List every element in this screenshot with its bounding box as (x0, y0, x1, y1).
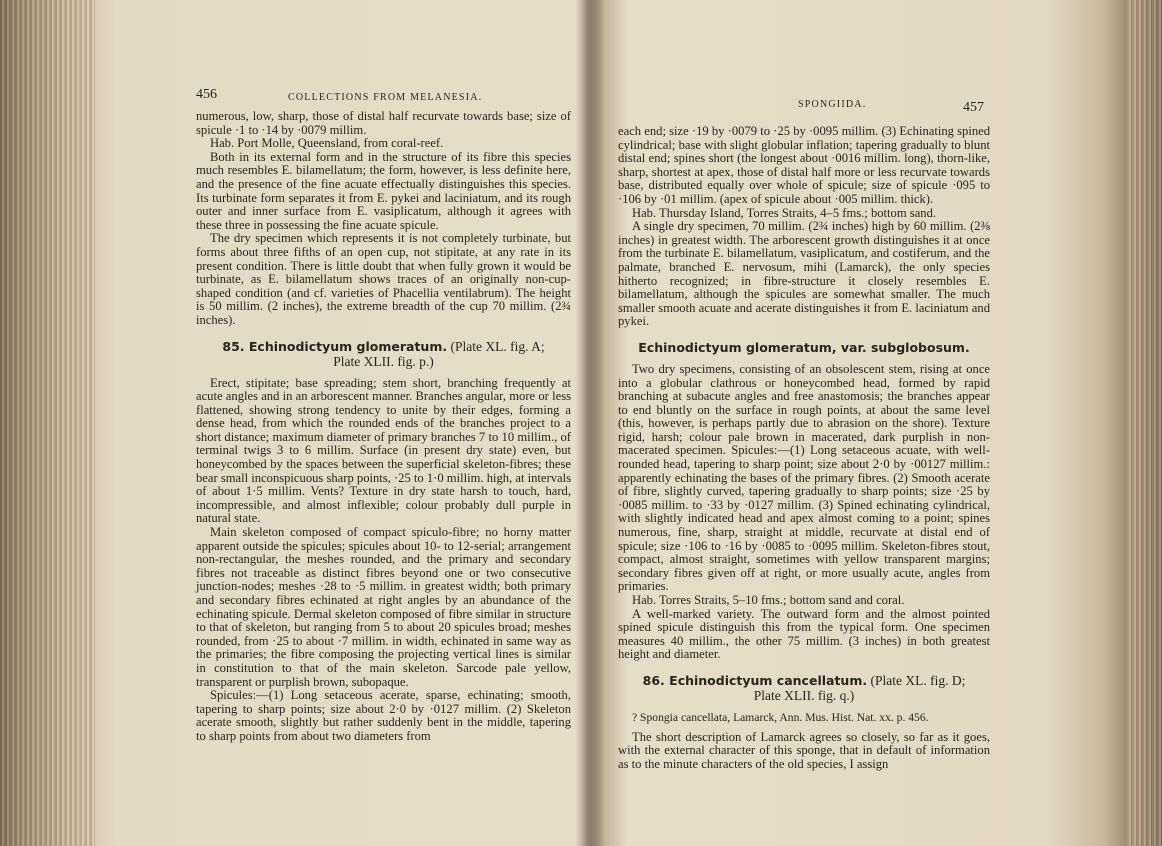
paragraph: Erect, stipitate; base spreading; stem short, branching frequently at acute angles and in an arborescent manner. Branches angular, more or less flattened, showing strong tendency to unite by their edges, forming a dense head, from which the rounded ends of the branches project to a short distance; maximum diameter of primary branches 7 to 10 millim., of terminal twigs 3 to 6 millim. Surface (in present dry state) even, but honeycombed by the spaces between the superficial skeleton-fibres; these bear small inconspicuous sharp points, ·25 to 1·0 millim. high, at intervals of about 1·5 millim. Vents? Texture in dry state harsh to touch, hard, incompressible, and almost inflexible; colour probably dull purple in natural state. (196, 375, 571, 526)
page-number-left: 456 (196, 87, 217, 102)
plate-reference: (Plate XL. fig. D; (870, 672, 966, 688)
paragraph: The short description of Lamarck agrees so closely, so far as it goes, with the external character of this sponge, that in default of information as to the minute characters of the old species, I assign (618, 729, 990, 771)
paragraph: Two dry specimens, consisting of an obsolescent stem, rising at once into a globular clathrous or honeycombed head, formed by rapid branching at subacute angles and free anastomosis; the branches appear to end bluntly on the surface in rough points, at about the same level (this, however, is perhaps partly due to abrasion on the shore). Texture rigid, harsh; colour pale brown in macerated, dark purplish in non-macerated specimen. Spicules:—(1) Long setaceous acuate, with well-rounded head, tapering to sharp point; size about 2·0 by ·00127 millim.: apparently echinating the bases of the primary fibres. (2) Smooth acerate of fibre, slightly curved, tapering gradually to sharp points; size ·25 by ·0085 millim. to ·33 by ·0127 millim. (3) Spined echinating cylindrical, with slightly indicated head and apex almost coming to a point; spines numerous, fine, sharp, straight at middle, recurvate at distal end of spicule; size ·106 to ·16 by ·0085 to ·0095 millim. Skeleton-fibres stout, compact, almost straight, sometimes with yellow transparent margins; secondary fibres given off at right, or more usually acute, angles from primaries. (618, 361, 990, 594)
plate-reference: Plate XLII. fig. p.) (333, 353, 434, 369)
running-head-left: COLLECTIONS FROM MELANESIA. (288, 92, 483, 103)
plate-reference: Plate XLII. fig. q.) (753, 687, 855, 703)
left-page-body (196, 110, 571, 744)
page-number-right: 457 (963, 100, 984, 115)
paragraph: A single dry specimen, 70 millim. (2¾ inches) high by 60 millim. (2⅜ inches) in greatest width. The arborescent growth distinguishes it at once from the turbinate E. bilamellatum, vasiplicatum, and costiferum, and the palmate, branched E. nervosum, mihi (Lamarck), the only species hitherto recognized; in fibre-structure it closely resembles E. bilamellatum, although the spicules are somewhat smaller. The much smaller smooth acuate and acerate distinguishes it from E. laciniatum and pykei. (618, 219, 990, 329)
right-page-body (618, 125, 990, 771)
right-page-edges (1127, 0, 1162, 846)
section-heading-variety (618, 340, 990, 355)
section-heading-85 (196, 339, 571, 369)
synonym-line: ? Spongia cancellata, Lamarck, Ann. Mus. Hist. Nat. xx. p. 456. (632, 710, 929, 724)
habitat-line: Hab. Port Molle, Queensland, from coral-reef. (210, 136, 444, 151)
paragraph: The dry specimen which represents it is not completely turbinate, but forms about three fifths of an open cup, not stipitate, at any rate in its present condition. There is little doubt that when fully grown it would be turbinate, as E. bilamellatum shows traces of an originally non-cup-shaped condition (and cf. varieties of Phacellia ventilabrum). The height is 50 millim. (2 inches), the extreme breadth of the cup 70 millim. (2¾ inches). (196, 231, 571, 327)
paragraph: each end; size ·19 by ·0079 to ·25 by ·0095 millim. (3) Echinating spined cylindrical; base with slight globular inflation; tapering gradually to blunt distal end; spines short (the longest about ·0016 millim. long), thorn-like, sharp, shortest at apex, those of distal half more or less recurvate towards base, distributed equally over whole of spicule; size of spicule ·095 to ·106 by ·01 millim. (apex of spicule about ·005 millim. thick). (618, 124, 990, 206)
section-title: Echinodictyum glomeratum, var. subglobosum. (638, 339, 970, 355)
section-title: 85. Echinodictyum glomeratum. (222, 338, 448, 354)
running-head-right: SPONGIIDA. (798, 99, 867, 110)
paragraph: Main skeleton composed of compact spiculo-fibre; no horny matter apparent outside the spicules; spicules about 10- to 12-serial; arrangement non-rectangular, the meshes rounded, and the primary and secondary fibres not traceable as distinct fibres beyond one or two consecutive junction-nodes; meshes ·28 to ·5 millim. in greatest width; both primary and secondary fibres echinated at right angles by an abundance of the echinating spicule. Dermal skeleton composed of fibre similar in structure to that of skeleton, but ranging from 5 to about 20 spicules broad; meshes rounded, from ·25 to about ·7 millim. in width, echinated in same way as the primaries; the fibre composing the projecting vertical lines is similar in constitution to that of the main skeleton. Sarcode pale yellow, transparent or purplish brown, subopaque. (196, 525, 571, 689)
section-title: 86. Echinodictyum cancellatum. (642, 672, 868, 688)
section-heading-86 (618, 673, 990, 703)
paragraph: Both in its external form and in the structure of its fibre this species much resembles E. bilamellatum; the form, however, is less definite here, and the presence of the fine acuate effectually distinguishes this species. Its turbinate form separates it from E. pykei and laciniatum, and its rough outer and inner surface from E. vasiplicatum, although it agrees with these three in possessing the fine acuate spicule. (196, 149, 571, 232)
paragraph: A well-marked variety. The outward form and the almost pointed spined spicule distinguish this from the typical form. One specimen measures 40 millim., the other 75 millim. (3 inches) in both greatest height and diameter. (618, 606, 990, 662)
paragraph: Spicules:—(1) Long setaceous acerate, sparse, echinating; smooth, tapering to sharp points; size about 2·0 by ·0127 millim. (2) Skeleton acerate smooth, slightly but rather suddenly bent in the middle, tapering to sharp points from about two diameters from (196, 688, 571, 743)
book-gutter (575, 0, 605, 846)
habitat-line: Hab. Torres Straits, 5–10 fms.; bottom sand and coral. (632, 593, 905, 607)
plate-reference: (Plate XL. fig. A; (450, 338, 545, 354)
habitat-line: Hab. Thursday Island, Torres Straits, 4–5 fms.; bottom sand. (632, 205, 937, 220)
paragraph: numerous, low, sharp, those of distal half recurvate towards base; size of spicule ·1 to ·14 by ·0079 millim. (196, 109, 571, 137)
left-page-edges (0, 0, 95, 846)
